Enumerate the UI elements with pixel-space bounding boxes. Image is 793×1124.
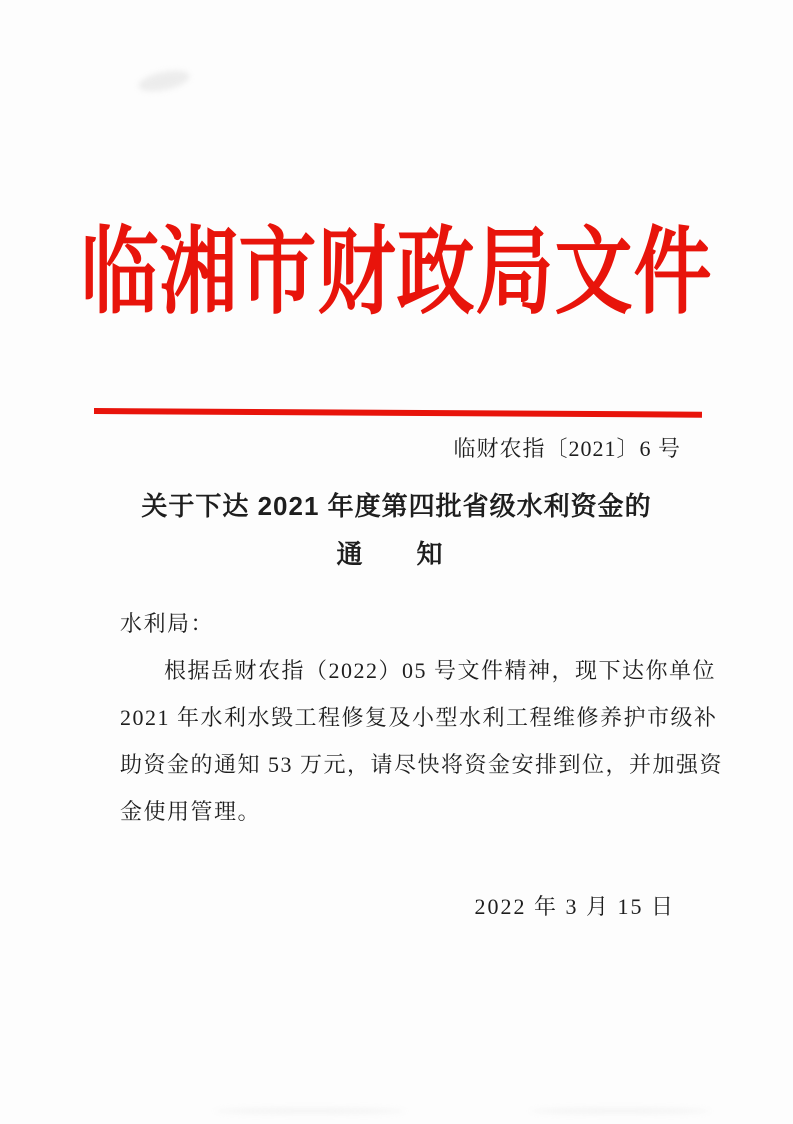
issue-date: 2022 年 3 月 15 日 [474, 894, 675, 919]
subject-title [0, 482, 793, 578]
document-body [120, 600, 724, 835]
body-paragraph [120, 647, 724, 835]
scan-artifact [137, 67, 192, 95]
body-line: 根据岳财农指（2022）05 号文件精神，现下达你单位 [164, 658, 717, 683]
masthead-title: 临湘市财政局文件 [80, 219, 713, 326]
red-divider-rule [94, 408, 702, 418]
recipient-line: 水利局： [120, 611, 215, 636]
subject-title-line1: 关于下达 2021 年度第四批省级水利资金的 [141, 491, 652, 521]
scan-artifact [215, 1108, 405, 1114]
scan-artifact [530, 1108, 710, 1114]
document-number: 临财农指〔2021〕6 号 [453, 436, 681, 461]
body-line: 2021 年水利水毁工程修复及小型水利工程维修养护市级补 [120, 705, 718, 730]
body-line: 金使用管理。 [120, 799, 262, 824]
subject-title-line2: 通 知 [336, 539, 457, 569]
body-line: 助资金的通知 53 万元，请尽快将资金安排到位，并加强资 [120, 752, 724, 777]
